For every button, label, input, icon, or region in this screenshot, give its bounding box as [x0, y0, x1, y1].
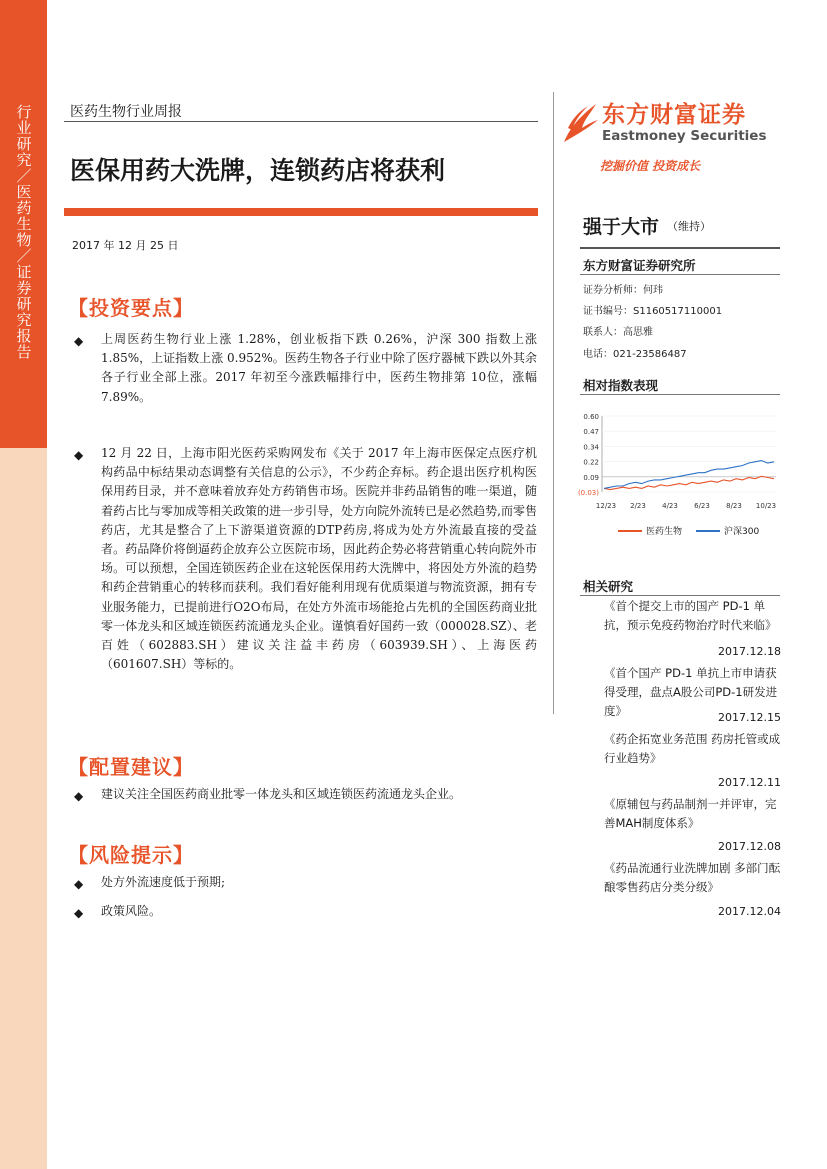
legend-swatch-hs300	[696, 530, 720, 532]
related-rule	[580, 595, 780, 596]
chart-x-tick-label: 4/23	[662, 502, 678, 510]
related-item-date: 2017.12.04	[718, 905, 781, 918]
chart-x-tick-label: 2/23	[630, 502, 646, 510]
bullet-icon: ◆	[74, 906, 84, 920]
config-paragraph: 建议关注全国医药商业批零一体龙头和区域连锁医药流通龙头企业。	[101, 787, 462, 801]
investment-paragraph-2: 12 月 22 日，上海市阳光医药采购网发布《关于 2017 年上海市医保定点医疗机构药品中标结果动态调整有关信息的公示》，不少药企弃标。药企退出医疗机构医保用药目录，并不意味着放弃处方药销售市场。医院并非药品销售的唯一渠道，随着药占比与零加成等相关政策的进一步引导，处方向院外流转已是必然趋势,而零售药店，尤其是整合了上下游渠道资源的DTP药房,将成为处方外流最直接的受益者。药品降价将倒逼药企放弃公立医院市场，因此药企势必将营销重心转向院外市场。可以预想，全国连锁医药企业在这轮医保用药大洗牌中，将因处方外流的趋势和药企营销重心的转移而获利。我们看好能利用现有优质渠道与物流资源，拥有专业服务能力，已提前进行O2O布局，在处方外流市场能抢占先机的全国医药商业批零一体龙头和区域连锁医药流通龙头企业。谨慎看好国药一致（000028.SZ）、老百姓（602883.SH）建议关注益丰药房（603939.SH）、上海医药（601607.SH）等标的。	[101, 446, 537, 672]
sidebar	[0, 0, 47, 1169]
company-logo	[560, 98, 600, 146]
chart-series-line-hs300	[604, 461, 774, 489]
report-category: 医药生物行业周报	[70, 104, 182, 120]
contact-phone: 电话：021-23586487	[583, 349, 687, 360]
brand-name-en: Eastmoney Securities	[602, 128, 767, 144]
risk-item-2: 政策风险。	[101, 904, 162, 918]
header-rule	[64, 121, 538, 122]
brand-slogan: 挖掘价值 投资成长	[600, 159, 701, 173]
chart-y-tick-label: (0.03)	[577, 489, 599, 497]
chart-x-tick-label: 6/23	[694, 502, 710, 510]
related-item-date: 2017.12.11	[718, 776, 781, 789]
chart-series-line-pharma	[604, 476, 774, 489]
investment-paragraph-1: 上周医药生物行业上涨 1.28%，创业板指下跌 0.26%，沪深 300 指数上涨 1.85%，上证指数上涨 0.952%。医药生物各子行业中除了医疗器械下跌以外其余各子行业全部上涨。2017 年初至今涨跌幅排行中，医药生物排第 10位，涨幅 7.89%。	[101, 332, 537, 404]
chart-section-rule	[580, 394, 780, 395]
section-title-risk: 【风险提示】	[68, 843, 194, 867]
rating-note: （维持）	[667, 220, 711, 233]
institute-name: 东方财富证券研究所	[583, 258, 696, 273]
brand-name-cn: 东方财富证券	[602, 102, 746, 128]
bullet-icon: ◆	[74, 334, 84, 348]
chart-y-tick-label: 0.60	[583, 413, 599, 421]
contact-person: 联系人：高思雅	[583, 327, 653, 338]
title-underline-bar	[64, 208, 538, 216]
chart-y-tick-label: 0.34	[583, 443, 599, 452]
chart-y-tick-label: 0.47	[583, 428, 599, 437]
chart-x-tick-label: 10/23	[755, 502, 777, 510]
related-item-title[interactable]: 《首个提交上市的国产 PD-1 单抗，预示免疫药物治疗时代来临》	[604, 599, 777, 632]
institute-rule	[580, 274, 780, 275]
section-title-config: 【配置建议】	[68, 755, 194, 779]
related-item-title[interactable]: 《药企拓宽业务范围 药房托管或成行业趋势》	[604, 732, 781, 765]
analyst-name: 证券分析师：何玮	[583, 285, 663, 296]
section-title-investment: 【投资要点】	[68, 296, 194, 320]
risk-item-1: 处方外流速度低于预期;	[101, 875, 226, 889]
bullet-icon: ◆	[74, 877, 84, 891]
cert-number: 证书编号：S1160517110001	[583, 306, 723, 317]
legend-label-pharma: 医药生物	[646, 527, 683, 537]
relative-index-chart	[570, 408, 782, 538]
related-item-date: 2017.12.15	[718, 711, 781, 724]
report-title: 医保用药大洗牌，连锁药店将获利	[70, 156, 446, 185]
rating-rule	[580, 247, 780, 249]
bullet-icon: ◆	[74, 789, 84, 803]
chart-y-tick-label: 0.22	[583, 458, 599, 467]
chart-legend	[618, 524, 759, 537]
chart-x-tick-label: 8/23	[726, 502, 742, 510]
related-research-title: 相关研究	[583, 579, 634, 594]
chart-section-title: 相对指数表现	[583, 378, 659, 393]
sidebar-label: 行业研究／医药生物／证券研究报告	[16, 103, 32, 361]
related-item-title[interactable]: 《首个国产 PD-1 单抗上市申请获得受理，盘点A股公司PD-1研发进度》	[604, 666, 778, 718]
legend-swatch-pharma	[618, 530, 642, 532]
related-item-title[interactable]: 《药品流通行业洗牌加剧 多部门酝酿零售药店分类分级》	[604, 861, 781, 894]
logo-mark-icon	[560, 98, 600, 146]
related-item-date: 2017.12.08	[718, 840, 781, 853]
legend-label-hs300: 沪深300	[724, 527, 760, 537]
report-date: 2017 年 12 月 25 日	[72, 239, 179, 252]
bullet-icon: ◆	[74, 448, 84, 462]
column-divider	[553, 92, 554, 714]
chart-x-tick-label: 12/23	[595, 502, 617, 510]
chart-y-tick-label: 0.09	[583, 473, 599, 482]
related-item-date: 2017.12.18	[718, 645, 781, 658]
related-item-title[interactable]: 《原辅包与药品制剂一并评审，完善MAH制度体系》	[604, 797, 777, 830]
rating-label: 强于大市	[583, 216, 660, 238]
